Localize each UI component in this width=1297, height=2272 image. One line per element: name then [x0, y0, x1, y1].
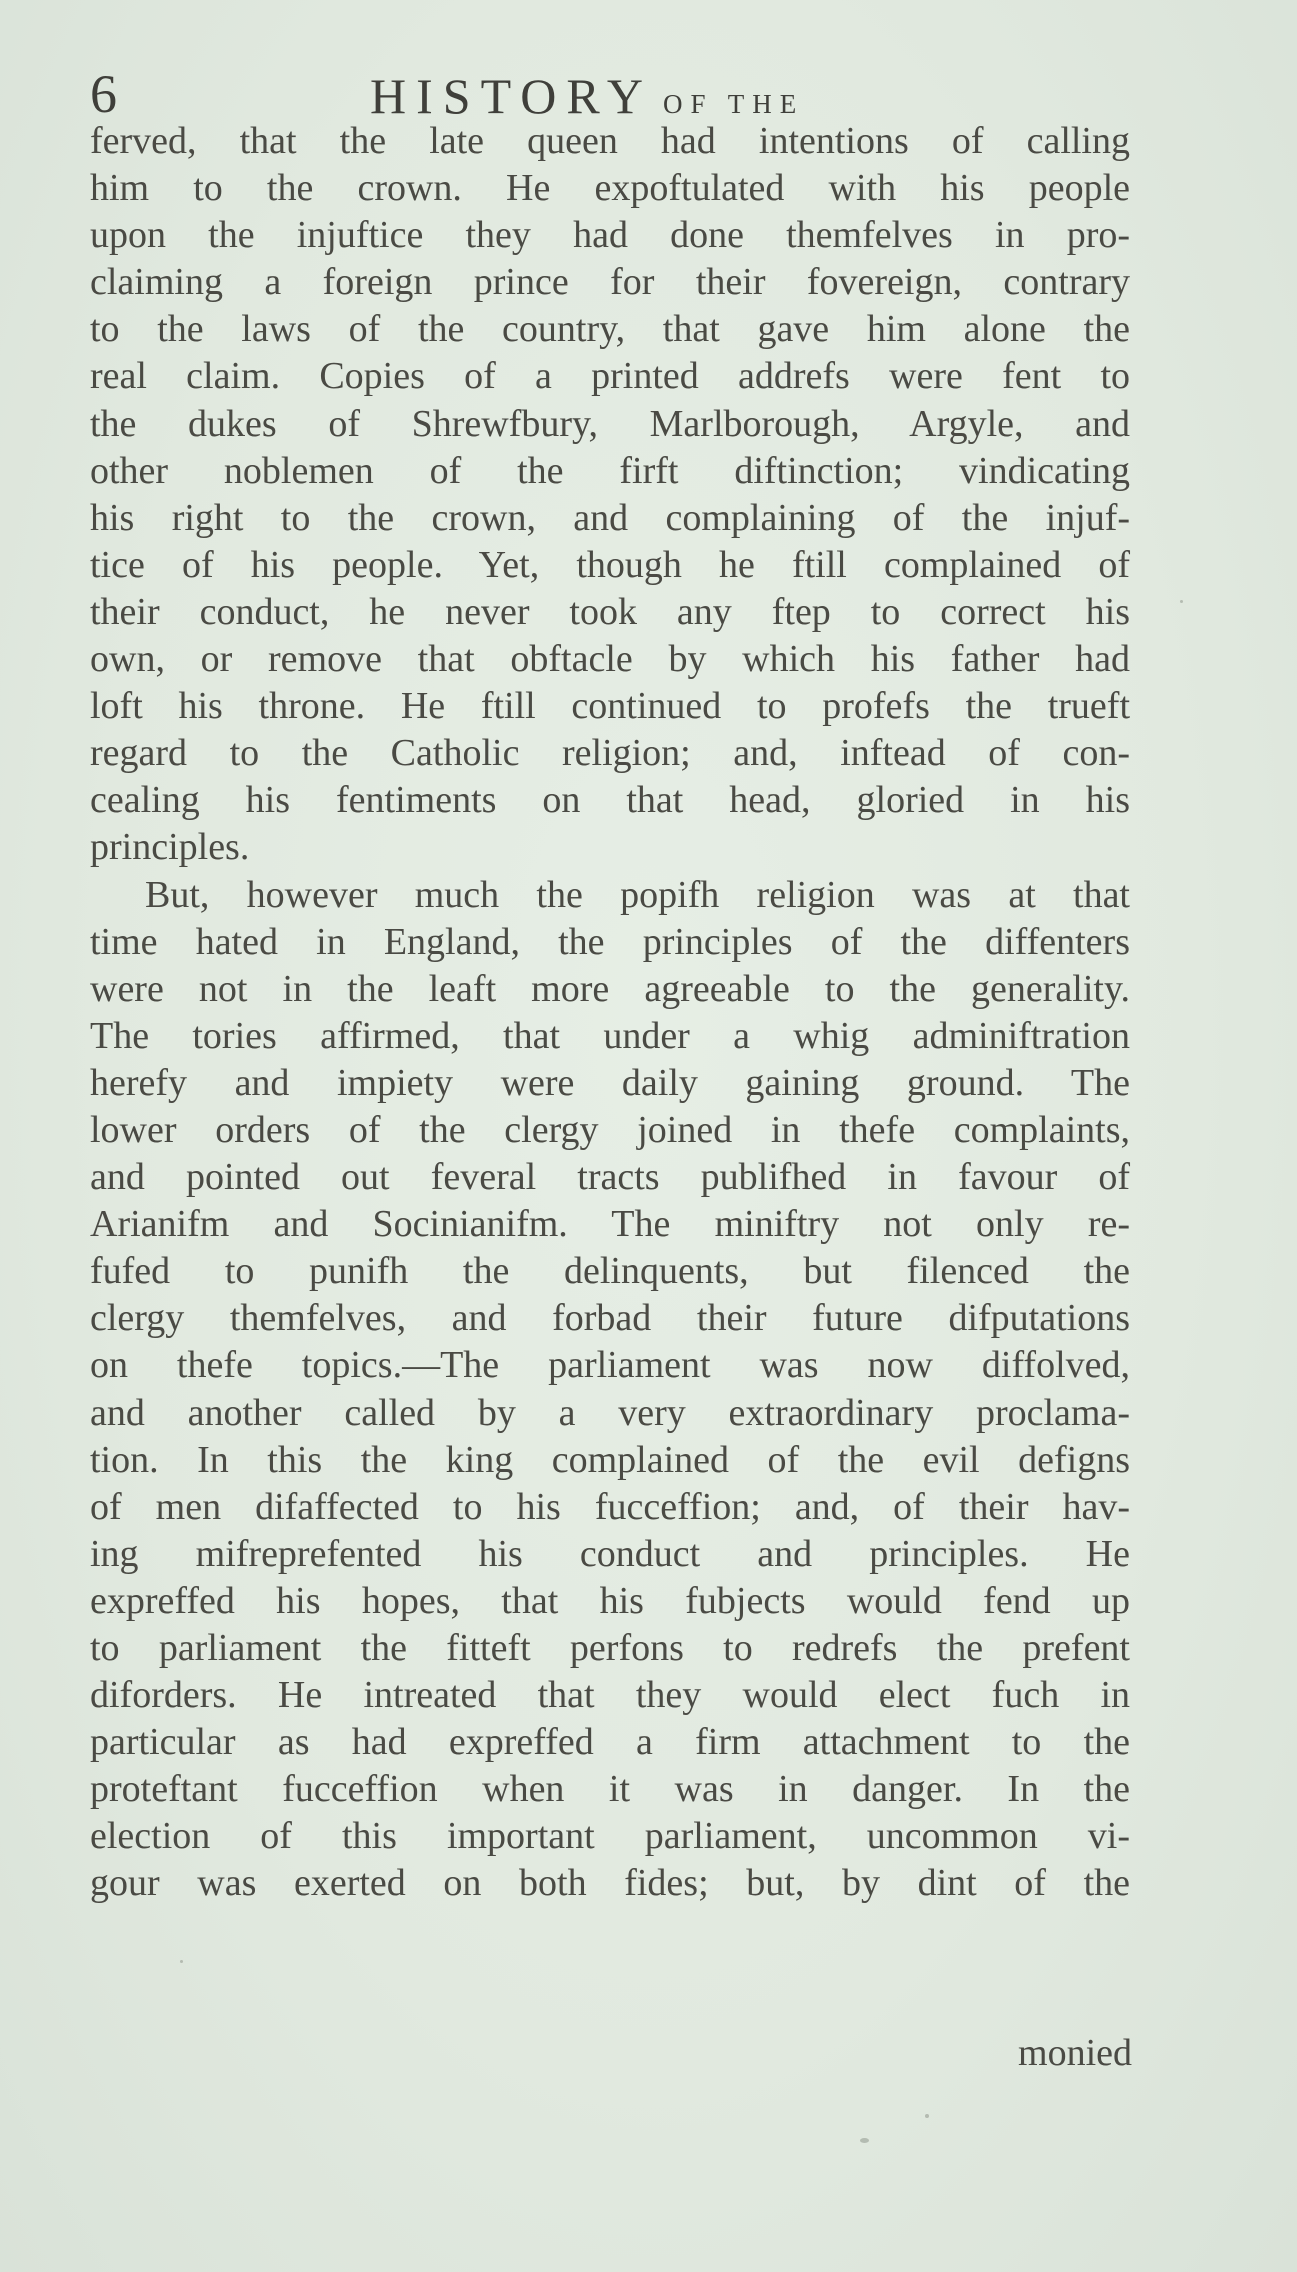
text-line: other noblemen of the firft diftinction; vindicating	[90, 449, 1130, 492]
text-line: to parliament the fitteft perfons to redrefs the prefent	[90, 1627, 1130, 1669]
paper-speck	[1180, 600, 1183, 603]
body-text	[90, 118, 1130, 1908]
text-line: the dukes of Shrewfbury, Marlborough, Argyle, and	[90, 402, 1130, 445]
text-line: own, or remove that obftacle by which his father had	[90, 638, 1130, 681]
text-line: clergy themfelves, and forbad their future difputations	[90, 1297, 1130, 1340]
text-line: and pointed out feveral tracts publifhed in favour of	[90, 1156, 1130, 1199]
paper-speck	[860, 2138, 869, 2143]
text-line: were not in the leaft more agreeable to the generality.	[90, 967, 1130, 1010]
text-line: ferved, that the late queen had intentions of calling	[90, 120, 1130, 162]
text-line: on thefe topics.—The parliament was now diffolved,	[90, 1344, 1130, 1387]
text-line: and another called by a very extraordinary proclama-	[90, 1391, 1130, 1434]
text-line: expreffed his hopes, that his fubjects would fend up	[90, 1579, 1130, 1622]
running-head-small: OF THE	[663, 89, 805, 119]
text-line: diforders. He intreated that they would elect fuch in	[90, 1674, 1130, 1717]
text-line: ing mifreprefented his conduct and principles. He	[90, 1532, 1130, 1575]
text-line: their conduct, he never took any ftep to correct his	[90, 590, 1130, 633]
text-line: lower orders of the clergy joined in thefe complaints,	[90, 1108, 1130, 1151]
text-line: him to the crown. He expoftulated with his people	[90, 167, 1130, 210]
text-line: loft his throne. He ftill continued to profefs the trueft	[90, 685, 1130, 728]
text-line: The tories affirmed, that under a whig adminiftration	[90, 1014, 1130, 1057]
paragraph-start-line: But, however much the popifh religion was at that	[145, 873, 1130, 916]
text-line: tice of his people. Yet, though he ftill complained of	[90, 543, 1130, 586]
text-line: of men difaffected to his fucceffion; and, of their hav-	[90, 1485, 1130, 1528]
text-line: Arianifm and Socinianifm. The miniftry not only re-	[90, 1203, 1130, 1246]
running-head-main: HISTORY	[370, 68, 654, 124]
text-line: proteftant fucceffion when it was in danger. In the	[90, 1768, 1130, 1811]
paper-speck	[925, 2114, 929, 2118]
text-line: his right to the crown, and complaining of the injuf-	[90, 496, 1130, 539]
text-line: election of this important parliament, uncommon vi-	[90, 1815, 1130, 1858]
catchword: monied	[1018, 2032, 1132, 2074]
paper-speck	[180, 1960, 183, 1963]
text-line: particular as had expreffed a firm attachment to the	[90, 1721, 1130, 1764]
text-line: gour was exerted on both fides; but, by dint of the	[90, 1862, 1130, 1905]
text-line: time hated in England, the principles of the diffenters	[90, 920, 1130, 963]
text-line: herefy and impiety were daily gaining ground. The	[90, 1061, 1130, 1104]
page-number: 6	[90, 64, 117, 124]
text-line: fufed to punifh the delinquents, but filenced the	[90, 1250, 1130, 1293]
text-line: cealing his fentiments on that head, gloried in his	[90, 779, 1130, 822]
text-line: claiming a foreign prince for their fovereign, contrary	[90, 261, 1130, 304]
text-line: upon the injuftice they had done themfelves in pro-	[90, 214, 1130, 257]
text-line: regard to the Catholic religion; and, inftead of con-	[90, 732, 1130, 775]
text-line: real claim. Copies of a printed addrefs were fent to	[90, 355, 1130, 398]
text-line: tion. In this the king complained of the evil defigns	[90, 1438, 1130, 1481]
text-line: principles.	[90, 826, 250, 869]
text-line: to the laws of the country, that gave him alone the	[90, 308, 1130, 351]
